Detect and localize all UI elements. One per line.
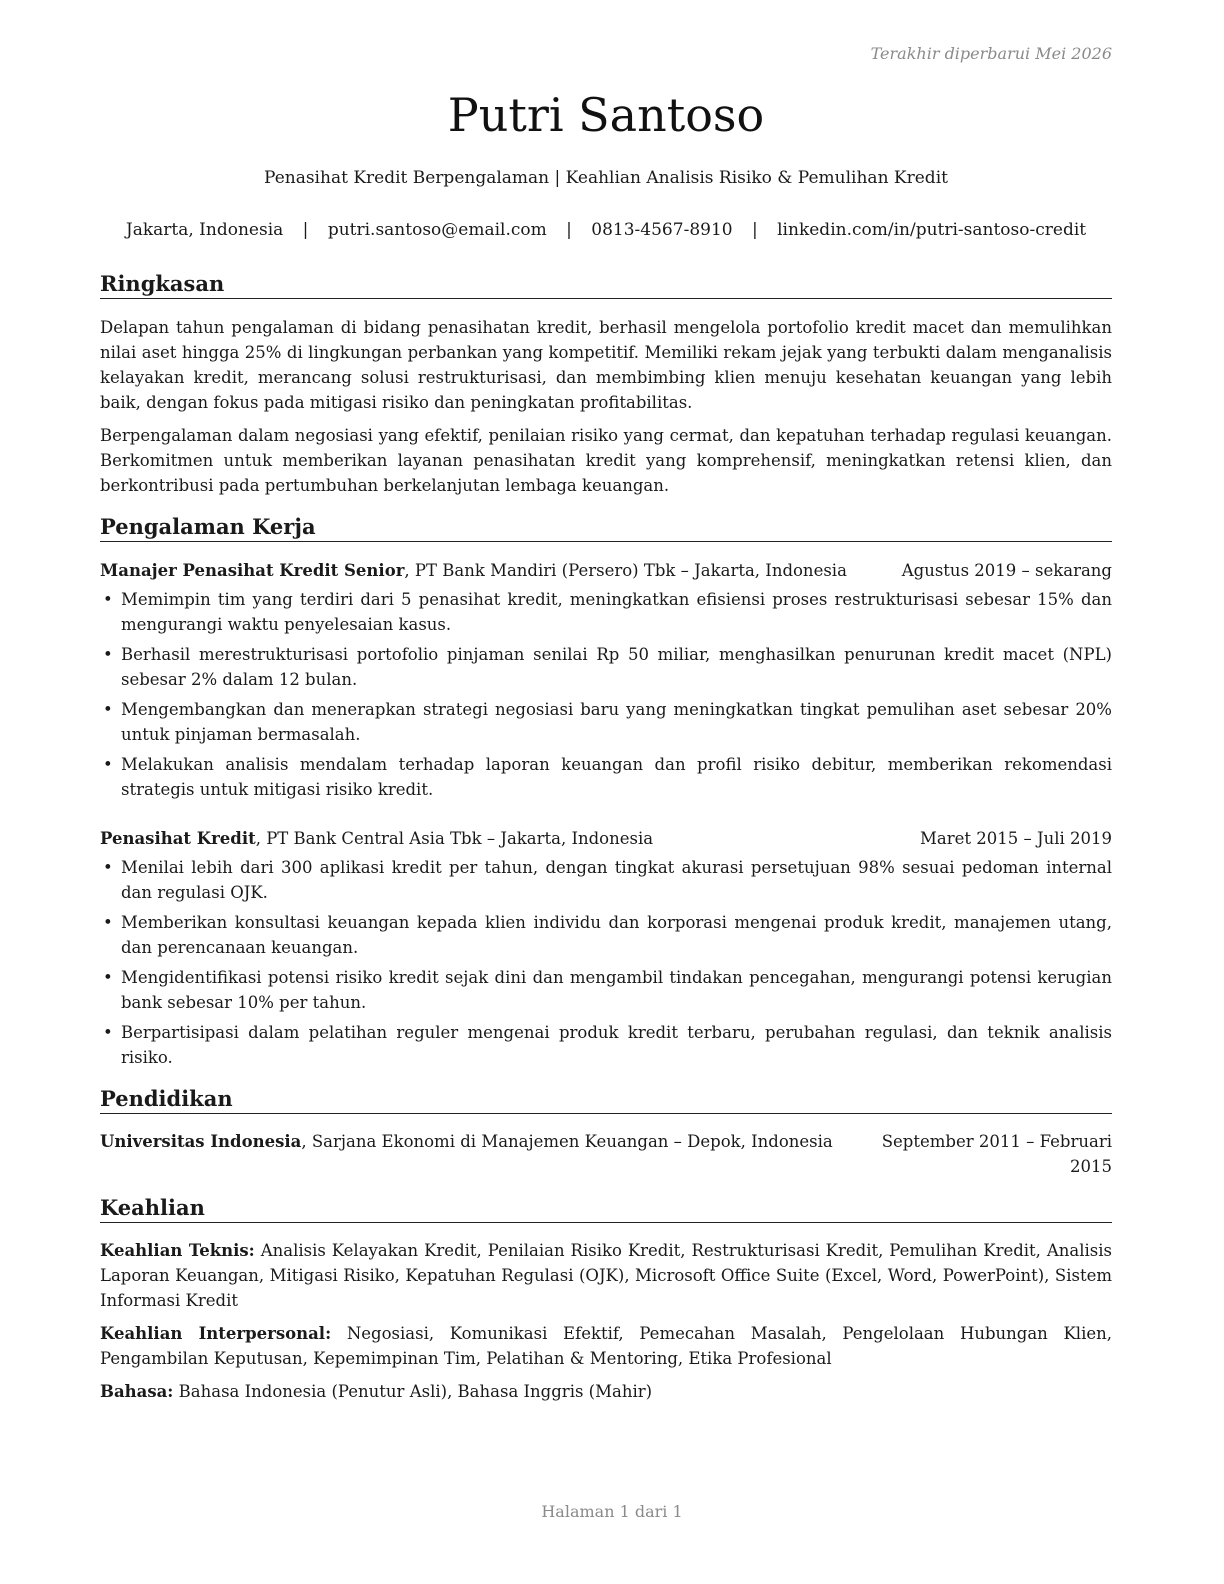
section-title-education: Pendidikan [100,1086,1112,1114]
job-organization: , PT Bank Mandiri (Persero) Tbk – Jakarta, Indonesia [404,561,847,580]
list-item [100,642,1112,692]
education-school: Universitas Indonesia [100,1132,302,1151]
bullet-text: Memimpin tim yang terdiri dari 5 penasihat kredit, meningkatkan efisiensi proses restrukturisasi sebesar 15% dan mengurangi waktu penyelesaian kasus. [121,590,1112,634]
contact-location: Jakarta, Indonesia [125,220,284,240]
list-item [100,910,1112,960]
section-title-summary: Ringkasan [100,271,1112,299]
education-degree: , Sarjana Ekonomi di Manajemen Keuangan – Depok, Indonesia [301,1132,833,1151]
list-item [100,752,1112,802]
job-role: Manajer Penasihat Kredit Senior [100,561,405,580]
list-item [100,587,1112,637]
contact-email[interactable]: putri.santoso@email.com [327,220,547,240]
bullet-text: Mengembangkan dan menerapkan strategi negosiasi baru yang meningkatkan tingkat pemulihan aset sebesar 20% untuk pinjaman bermasalah. [121,700,1112,744]
contact-separator: | [566,220,572,240]
candidate-name: Putri Santoso [447,88,765,142]
page-number: Halaman 1 dari 1 [541,1502,683,1521]
skill-group [100,1238,1112,1313]
bullet-icon: • [103,590,113,609]
skill-text: Analisis Kelayakan Kredit, Penilaian Risiko Kredit, Restrukturisasi Kredit, Pemulihan Kredit, Analisis Laporan Keuangan, Mitigasi Risiko, Kepatuhan Regulasi (OJK), Microsoft Office Suite (Excel, Word, PowerPoint), Sistem Informasi Kredit [100,1241,1113,1310]
skill-text: Bahasa Indonesia (Penutur Asli), Bahasa Inggris (Mahir) [173,1382,653,1401]
list-item [100,697,1112,747]
job-title-line [100,826,653,851]
job-title-line [100,558,847,583]
section-title-experience: Pengalaman Kerja [100,514,1112,542]
bullet-icon: • [103,1023,113,1042]
bullet-icon: • [103,858,113,877]
education-entry [100,1129,1112,1179]
job-organization: , PT Bank Central Asia Tbk – Jakarta, Indonesia [255,829,654,848]
education-line [100,1129,833,1179]
job-bullets [100,587,1112,802]
skill-label: Keahlian Teknis: [100,1241,255,1260]
job-header [100,826,1112,851]
contact-separator: | [302,220,309,240]
skill-label: Keahlian Interpersonal: [100,1324,332,1343]
summary-paragraph: Berpengalaman dalam negosiasi yang efektif, penilaian risiko yang cermat, dan kepatuhan terhadap regulasi keuangan. Berkomitmen untuk memberikan layanan penasihatan kredit yang komprehensif, meningkatkan retensi klien, dan berkontribusi pada pertumbuhan berkelanjutan lembaga keuangan. [100,426,1112,495]
last-updated-note: Terakhir diperbarui Mei 2026 [870,44,1112,63]
bullet-icon: • [103,755,113,774]
list-item [100,965,1112,1015]
section-title-skills: Keahlian [100,1195,1112,1223]
skill-text: Negosiasi, Komunikasi Efektif, Pemecahan Masalah, Pengelolaan Hubungan Klien, Pengambilan Keputusan, Kepemimpinan Tim, Pelatihan & Mentoring, Etika Profesional [100,1324,1113,1368]
skill-label: Bahasa: [100,1382,174,1401]
contact-linkedin[interactable]: linkedin.com/in/putri-santoso-credit [777,220,1087,240]
job-header [100,558,1112,583]
bullet-icon: • [103,645,113,664]
bullet-text: Menilai lebih dari 300 aplikasi kredit per tahun, dengan tingkat akurasi persetujuan 98% sesuai pedoman internal dan regulasi OJK. [121,858,1112,902]
bullet-text: Mengidentifikasi potensi risiko kredit sejak dini dan mengambil tindakan pencegahan, mengurangi potensi kerugian bank sebesar 10% per tahun. [121,968,1112,1012]
job-entry [100,826,1112,1075]
job-bullets [100,855,1112,1070]
summary-paragraph: Delapan tahun pengalaman di bidang penasihatan kredit, berhasil mengelola portofolio kredit macet dan memulihkan nilai aset hingga 25% di lingkungan perbankan yang kompetitif. Memiliki rekam jejak yang terbukti dalam menganalisis kelayakan kredit, merancang solusi restrukturisasi, dan membimbing klien menuju kesehatan keuangan yang lebih baik, dengan fokus pada mitigasi risiko dan peningkatan profitabilitas. [100,318,1112,412]
contact-separator: | [751,220,758,240]
list-item [100,1020,1112,1070]
bullet-icon: • [103,700,113,719]
education-dates: September 2011 – Februari 2015 [881,1132,1112,1176]
bullet-text: Melakukan analisis mendalam terhadap laporan keuangan dan profil risiko debitur, memberikan rekomendasi strategis untuk mitigasi risiko kredit. [121,755,1112,799]
bullet-icon: • [103,968,113,987]
job-role: Penasihat Kredit [100,829,256,848]
skill-group [100,1379,1112,1404]
bullet-icon: • [103,913,113,932]
summary-section [100,315,1112,506]
job-dates: Agustus 2019 – sekarang [901,561,1112,580]
bullet-text: Berhasil merestrukturisasi portofolio pinjaman senilai Rp 50 miliar, menghasilkan penurunan kredit macet (NPL) sebesar 2% dalam 12 bulan. [121,645,1112,689]
contact-line [100,220,1112,240]
skill-group [100,1321,1112,1371]
contact-phone: 0813-4567-8910 [591,220,733,240]
list-item [100,855,1112,905]
headline: Penasihat Kredit Berpengalaman | Keahlian Analisis Risiko & Pemulihan Kredit [264,168,948,188]
skills-section [100,1238,1112,1412]
job-entry [100,558,1112,807]
education-row [100,1129,1112,1179]
bullet-text: Memberikan konsultasi keuangan kepada klien individu dan korporasi mengenai produk kredit, manajemen utang, dan perencanaan keuangan. [121,913,1112,957]
bullet-text: Berpartisipasi dalam pelatihan reguler mengenai produk kredit terbaru, perubahan regulasi, dan teknik analisis risiko. [121,1023,1112,1067]
job-dates: Maret 2015 – Juli 2019 [919,829,1112,848]
